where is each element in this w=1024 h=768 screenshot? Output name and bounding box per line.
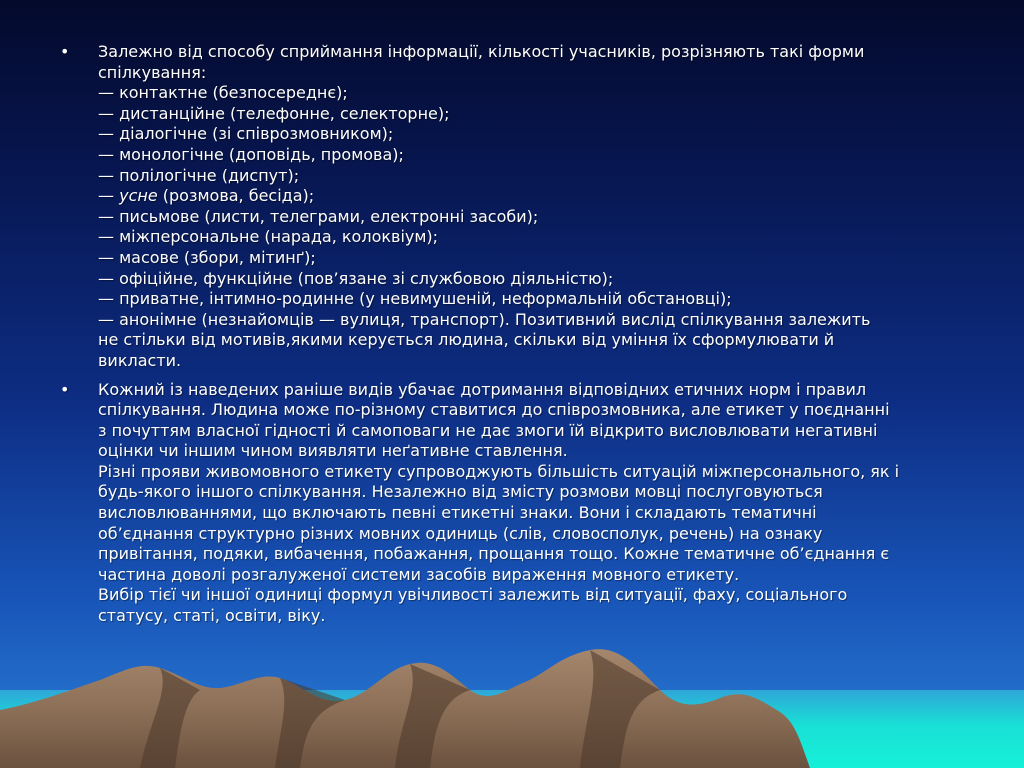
- text-line: спілкування. Людина може по-різному ставитися до співрозмовника, але етикет у поєднанні: [98, 400, 890, 420]
- text-line: — контактне (безпосереднє);: [98, 83, 348, 103]
- bullet-marker: •: [60, 379, 70, 399]
- text-line: — монологічне (доповідь, промова);: [98, 144, 404, 164]
- text-line: будь-якого іншого спілкування. Незалежно від змісту розмови мовці послуговуються: [98, 482, 823, 502]
- text-line: статусу, статі, освіти, віку.: [98, 606, 326, 626]
- text-line: Різні прояви живомовного етикету супроводжують більшість ситуацій міжперсонального, як і: [98, 461, 900, 481]
- oral-description: (розмова, бесіда);: [157, 186, 315, 206]
- text-line: оцінки чи іншим чином виявляти неґативне ставлення.: [98, 441, 568, 461]
- bullet-item-etiquette: [60, 380, 960, 627]
- text-line: — міжперсональне (нарада, колоквіум);: [98, 227, 439, 247]
- text-line: Кожний із наведених раніше видів убачає дотримання відповідних етичних норм і правил: [98, 379, 867, 399]
- text-line-oral: [98, 186, 960, 207]
- text-line: — приватне, інтимно-родинне (у невимушеній, неформальній обстановці);: [98, 289, 732, 309]
- text-line: частина доволі розгалуженої системи засобів вираження мовного етикету.: [98, 564, 740, 584]
- text-line: Вибір тієї чи іншої одиниці формул увічливості залежить від ситуації, фаху, соціального: [98, 585, 848, 605]
- text-line: — анонімне (незнайомців — вулиця, транспорт). Позитивний вислід спілкування залежить: [98, 309, 871, 329]
- text-line: спілкування:: [98, 62, 207, 82]
- text-line: привітання, подяки, вибачення, побажання, прощання тощо. Кожне тематичне об’єднання є: [98, 544, 890, 564]
- text-line: — полілогічне (диспут);: [98, 165, 300, 185]
- dash-prefix: —: [98, 186, 120, 206]
- text-line: — дистанційне (телефонне, селекторне);: [98, 103, 450, 123]
- slide-content: [60, 42, 960, 627]
- text-line: — масове (збори, мітинґ);: [98, 247, 316, 267]
- text-line: не стільки від мотивів,якими керується людина, скільки від уміння їх сформулювати й: [98, 330, 835, 350]
- text-line: — діалогічне (зі співрозмовником);: [98, 124, 394, 144]
- text-line: викласти.: [98, 350, 182, 370]
- text-line: з почуттям власної гідності й самоповаги не дає змоги їй відкрито висловлювати негативні: [98, 420, 878, 440]
- text-line: об’єднання структурно різних мовних одиниць (слів, словосполук, речень) на ознаку: [98, 523, 823, 543]
- text-line: — офіційне, функційне (пов’язане зі службовою діяльністю);: [98, 268, 614, 288]
- oral-term: усне: [119, 186, 158, 206]
- text-line: — письмове (листи, телеграми, електронні засоби);: [98, 206, 539, 226]
- text-line: Залежно від способу сприймання інформації, кількості учасників, розрізняють такі форми: [98, 42, 865, 61]
- bullet-marker: •: [60, 42, 70, 61]
- bullet-item-communication-forms: [60, 42, 960, 372]
- text-line: висловлюваннями, що включають певні етикетні знаки. Вони і складають тематичні: [98, 503, 817, 523]
